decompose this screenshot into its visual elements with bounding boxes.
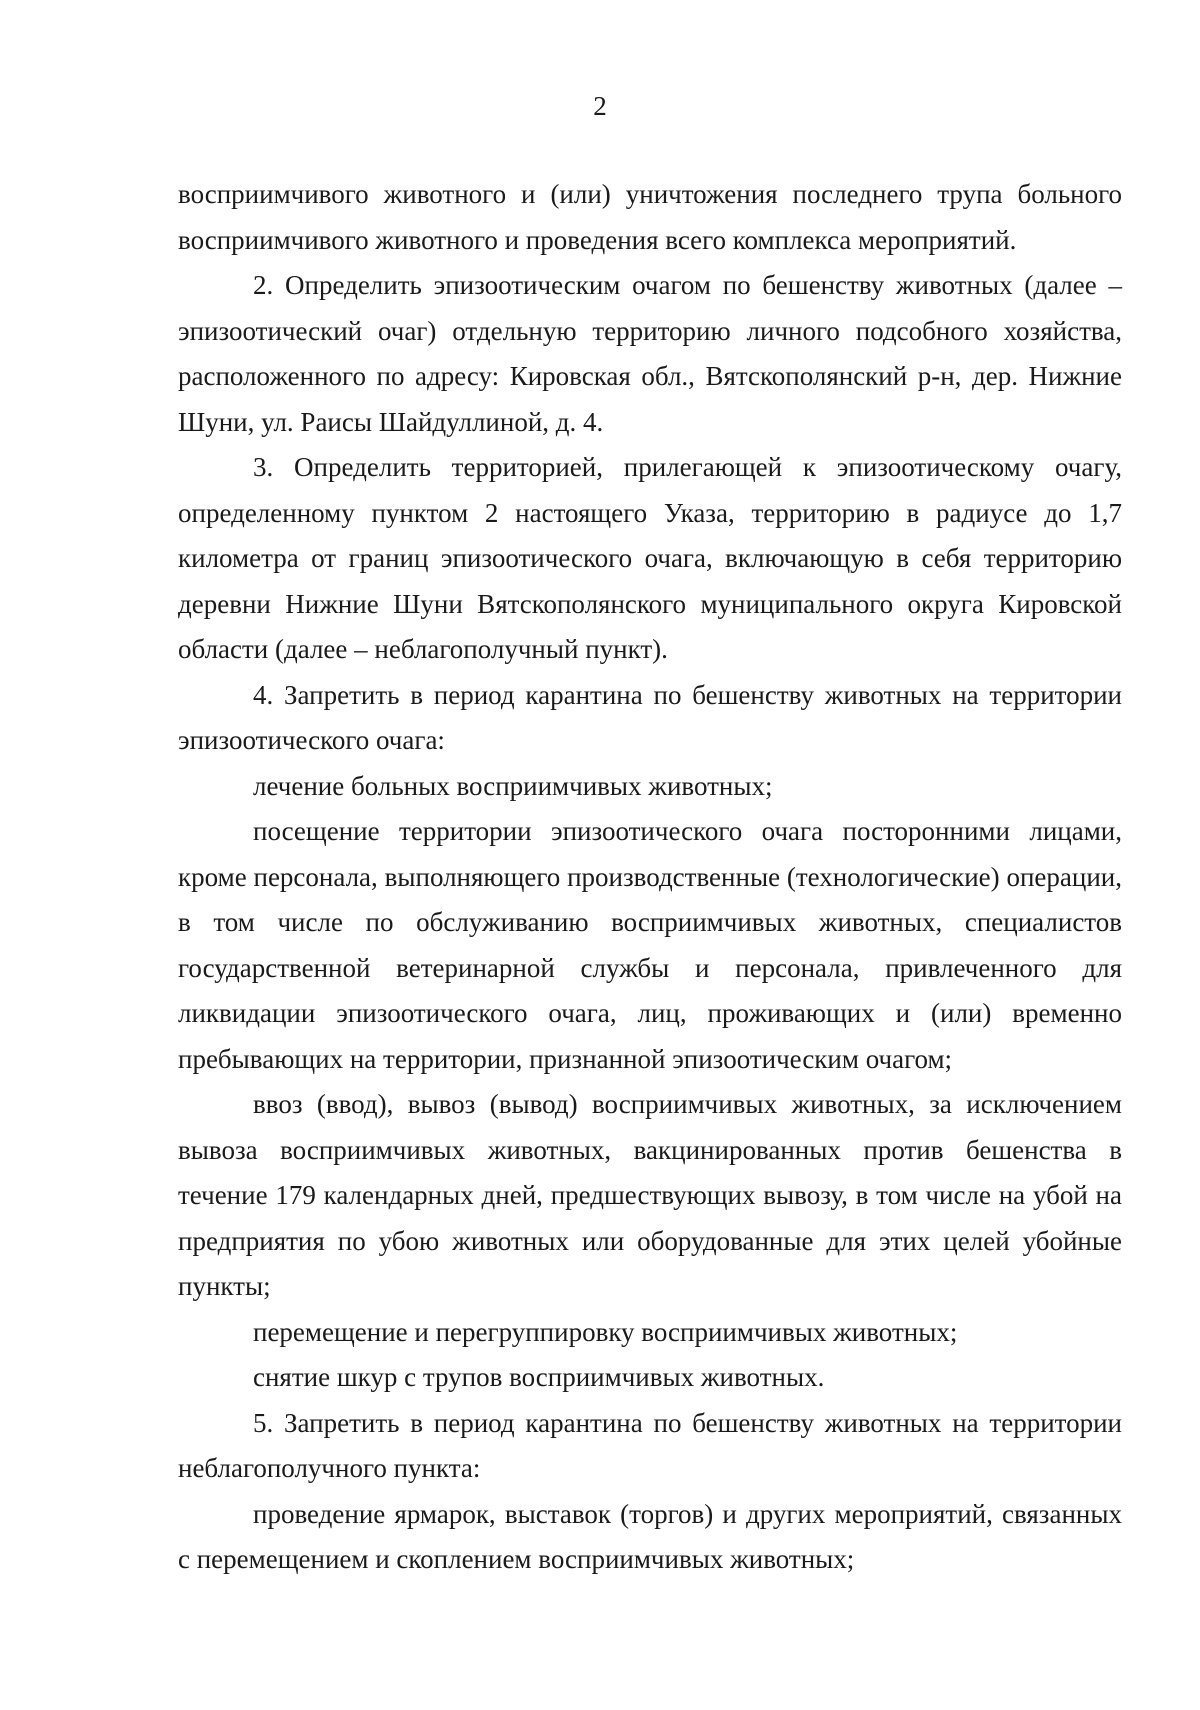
paragraph-subitem: ввоз (ввод), вывоз (вывод) восприимчивых животных, за исключением вывоза восприимчивых животных, вакцинированных против бешенства в течение 179 календарных дней, предшествующих вывозу, в том числе на убой на предприятия по убою животных или оборудованные для этих целей убойные пункты; — [178, 1089, 1122, 1301]
document-body — [178, 172, 1122, 1583]
paragraph-continuation: восприимчивого животного и (или) уничтожения последнего трупа больного восприимчивого животного и проведения всего комплекса мероприятий. — [178, 179, 1122, 255]
paragraph-subitem: перемещение и перегруппировку восприимчивых животных; — [253, 1316, 958, 1347]
paragraph-item-5: 5. Запретить в период карантина по бешенству животных на территории неблагополучного пункта: — [178, 1407, 1122, 1483]
paragraph-item-2: 2. Определить эпизоотическим очагом по бешенству животных (далее – эпизоотический очаг) отдельную территорию личного подсобного хозяйства, расположенного по адресу: Кировская обл., Вятскополянский р-н, дер. Нижние Шуни, ул. Раисы Шайдуллиной, д. 4. — [178, 270, 1122, 437]
paragraph-item-4: 4. Запретить в период карантина по бешенству животных на территории эпизоотического очага: — [178, 679, 1122, 755]
page-number: 2 — [593, 91, 607, 121]
paragraph-subitem: лечение больных восприимчивых животных; — [253, 770, 773, 801]
paragraph-subitem: снятие шкур с трупов восприимчивых животных. — [253, 1362, 825, 1392]
paragraph-subitem: посещение территории эпизоотического очага посторонними лицами, кроме персонала, выполняющего производственные (технологические) операции, в том числе по обслуживанию восприимчивых животных, специалистов государственной ветеринарной службы и персонала, привлеченного для ликвидации эпизоотического очага, лиц, проживающих и (или) временно пребывающих на территории, признанной эпизоотическим очагом; — [178, 816, 1122, 1074]
paragraph-item-3: 3. Определить территорией, прилегающей к эпизоотическому очагу, определенному пунктом 2 настоящего Указа, территорию в радиусе до 1,7 километра от границ эпизоотического очага, включающую в себя территорию деревни Нижние Шуни Вятскополянского муниципального округа Кировской области (далее – неблагополучный пункт). — [178, 452, 1122, 664]
paragraph-subitem: проведение ярмарок, выставок (торгов) и других мероприятий, связанных с перемещением и скоплением восприимчивых животных; — [178, 1498, 1122, 1574]
